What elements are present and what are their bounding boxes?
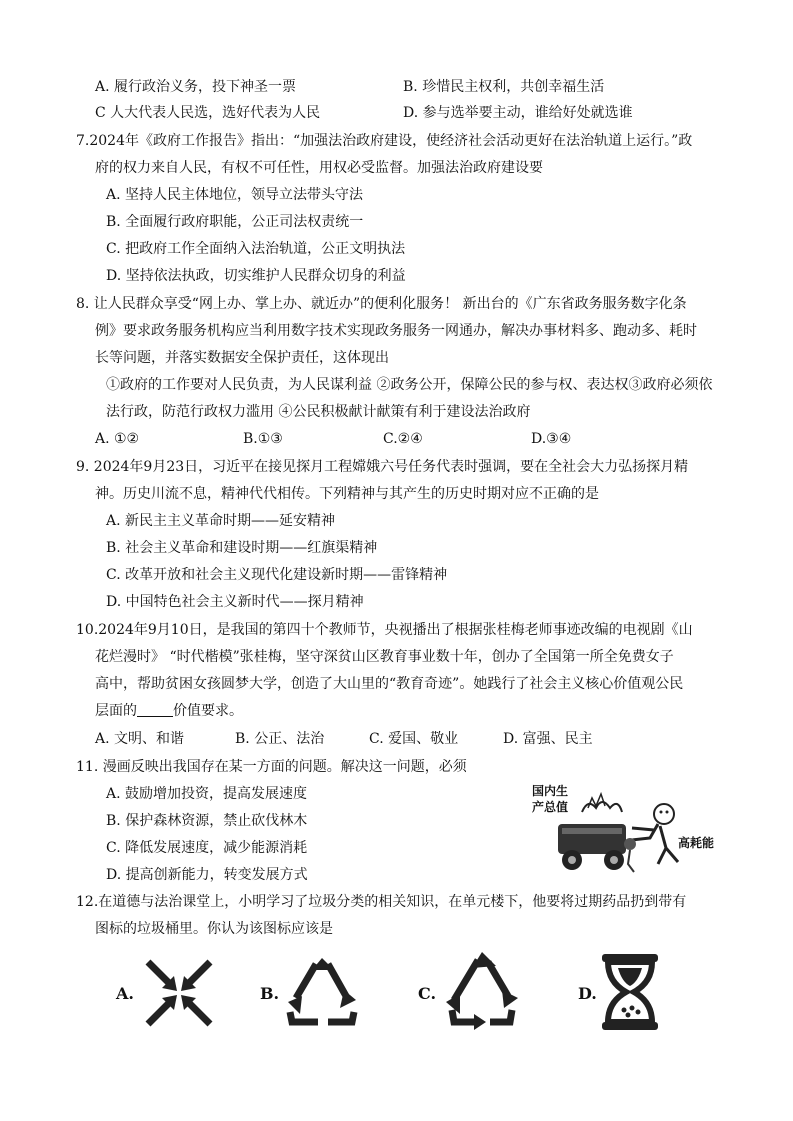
- arrows-inward-icon: [144, 958, 214, 1028]
- q9-option-c: C. 改革开放和社会主义现代化建设新时期——雷锋精神: [106, 567, 448, 583]
- q8-stem-line-4: ①政府的工作要对人民负责，为人民谋利益 ②政务公开，保障公民的参与权、表达权③政府必须依: [106, 377, 713, 393]
- answer-blank: [137, 702, 173, 717]
- q10-option-b: B. 公正、法治: [235, 731, 325, 747]
- q8-stem-line-2: 例》要求政务服务机构应当利用数字技术实现政务服务一网通办，解决办事材料多、跑动多、耗时: [95, 323, 697, 339]
- q11-option-b: B. 保护森林资源，禁止砍伐林木: [106, 813, 308, 829]
- q7-stem-line-1: 7.2024年《政府工作报告》指出：“加强法治政府建设，使经济社会活动更好在法治轨道上运行。”政: [76, 133, 693, 149]
- q11-cartoon: [532, 784, 724, 876]
- q12-stem-line-1: 12.在道德与法治课堂上，小明学习了垃圾分类的相关知识，在单元楼下，他要将过期药品扔到带有: [76, 894, 687, 910]
- q7-option-a: A. 坚持人民主体地位，领导立法带头守法: [106, 187, 364, 203]
- q9-option-b: B. 社会主义革命和建设时期——红旗渠精神: [106, 540, 378, 556]
- q7-option-c: C. 把政府工作全面纳入法治轨道，公正文明执法: [106, 241, 406, 257]
- q10-stem-line-1: 10.2024年9月10日，是我国的第四十个教师节，央视播出了根据张桂梅老师事迹改编的电视剧《山: [76, 622, 693, 638]
- q9-option-a: A. 新民主主义革命时期——延安精神: [106, 513, 336, 529]
- q7-option-d: D. 坚持依法执政，切实维护人民群众切身的利益: [106, 268, 406, 284]
- q7-stem-line-2: 府的权力来自人民，有权不可任性，用权必受监督。加强法治政府建设要: [95, 160, 543, 176]
- q10-stem-tail-after: 价值要求。: [173, 703, 243, 719]
- q10-stem-tail-before: 层面的: [95, 703, 137, 719]
- q6-option-a: A. 履行政治义务，投下神圣一票: [95, 79, 297, 95]
- hazardous-hourglass-icon: [600, 952, 660, 1032]
- q10-option-c: C. 爱国、敬业: [369, 731, 459, 747]
- cartoon-label-energy: 高耗能: [678, 836, 715, 850]
- q11-option-c: C. 降低发展速度，减少能源消耗: [106, 840, 308, 856]
- q10-stem-line-2: 花烂漫时》 “时代楷模”张桂梅，坚守深贫山区教育事业数十年，创办了全国第一所全免费女子: [95, 649, 674, 665]
- q8-option-c: C.②④: [383, 431, 423, 447]
- q12-letter-c: C.: [418, 984, 437, 1003]
- q8-stem-line-1: 8. 让人民群众享受“网上办、掌上办、就近办”的便利化服务！ 新出台的《广东省政务服务数字化条: [76, 296, 687, 312]
- q12-stem-line-2: 图标的垃圾桶里。你认为该图标应该是: [95, 921, 333, 937]
- q6-option-c: C 人大代表人民选，选好代表为人民: [95, 105, 321, 121]
- q12-letter-d: D.: [578, 984, 597, 1003]
- cartoon-label-gdp-2: 产总值: [532, 800, 569, 814]
- q9-stem-line-1: 9. 2024年9月23日，习近平在接见探月工程嫦娥六号任务代表时强调，要在全社会大力弘扬探月精: [76, 459, 689, 475]
- q12-letter-b: B.: [260, 984, 280, 1003]
- q8-stem-line-3: 长等问题，并落实数据安全保护责任，这体现出: [95, 350, 389, 366]
- q10-stem-line-4: [95, 701, 243, 721]
- recycle-triangle-alt-icon: [442, 950, 522, 1032]
- q11-option-d: D. 提高创新能力，转变发展方式: [106, 867, 308, 883]
- q12-letter-a: A.: [116, 984, 134, 1003]
- q8-option-b: B.①③: [243, 431, 283, 447]
- cartoon-label-gdp-1: 国内生: [532, 784, 569, 798]
- q11-stem: 11. 漫画反映出我国存在某一方面的问题。解决这一问题，必须: [76, 759, 467, 775]
- q9-option-d: D. 中国特色社会主义新时代——探月精神: [106, 594, 364, 610]
- q8-option-d: D.③④: [531, 431, 572, 447]
- q10-option-a: A. 文明、和谐: [95, 731, 185, 747]
- q10-option-d: D. 富强、民主: [503, 731, 593, 747]
- q7-option-b: B. 全面履行政府职能，公正司法权责统一: [106, 214, 364, 230]
- recycle-triangle-icon: [282, 956, 362, 1028]
- cartoon-drawing-icon: [544, 784, 724, 876]
- q12-icon-options: [100, 950, 700, 1035]
- q6-option-d: D. 参与选举要主动，谁给好处就选谁: [403, 105, 633, 121]
- q8-option-a: A. ①②: [95, 431, 140, 447]
- q8-stem-line-5: 法行政，防范行政权力滥用 ④公民积极献计献策有利于建设法治政府: [106, 404, 531, 420]
- q11-option-a: A. 鼓励增加投资，提高发展速度: [106, 786, 308, 802]
- q10-stem-line-3: 高中，帮助贫困女孩圆梦大学，创造了大山里的“教育奇迹”。她践行了社会主义核心价值观公民: [95, 676, 684, 692]
- q6-option-b: B. 珍惜民主权利，共创幸福生活: [403, 79, 605, 95]
- q9-stem-line-2: 神。历史川流不息，精神代代相传。下列精神与其产生的历史时期对应不正确的是: [95, 486, 599, 502]
